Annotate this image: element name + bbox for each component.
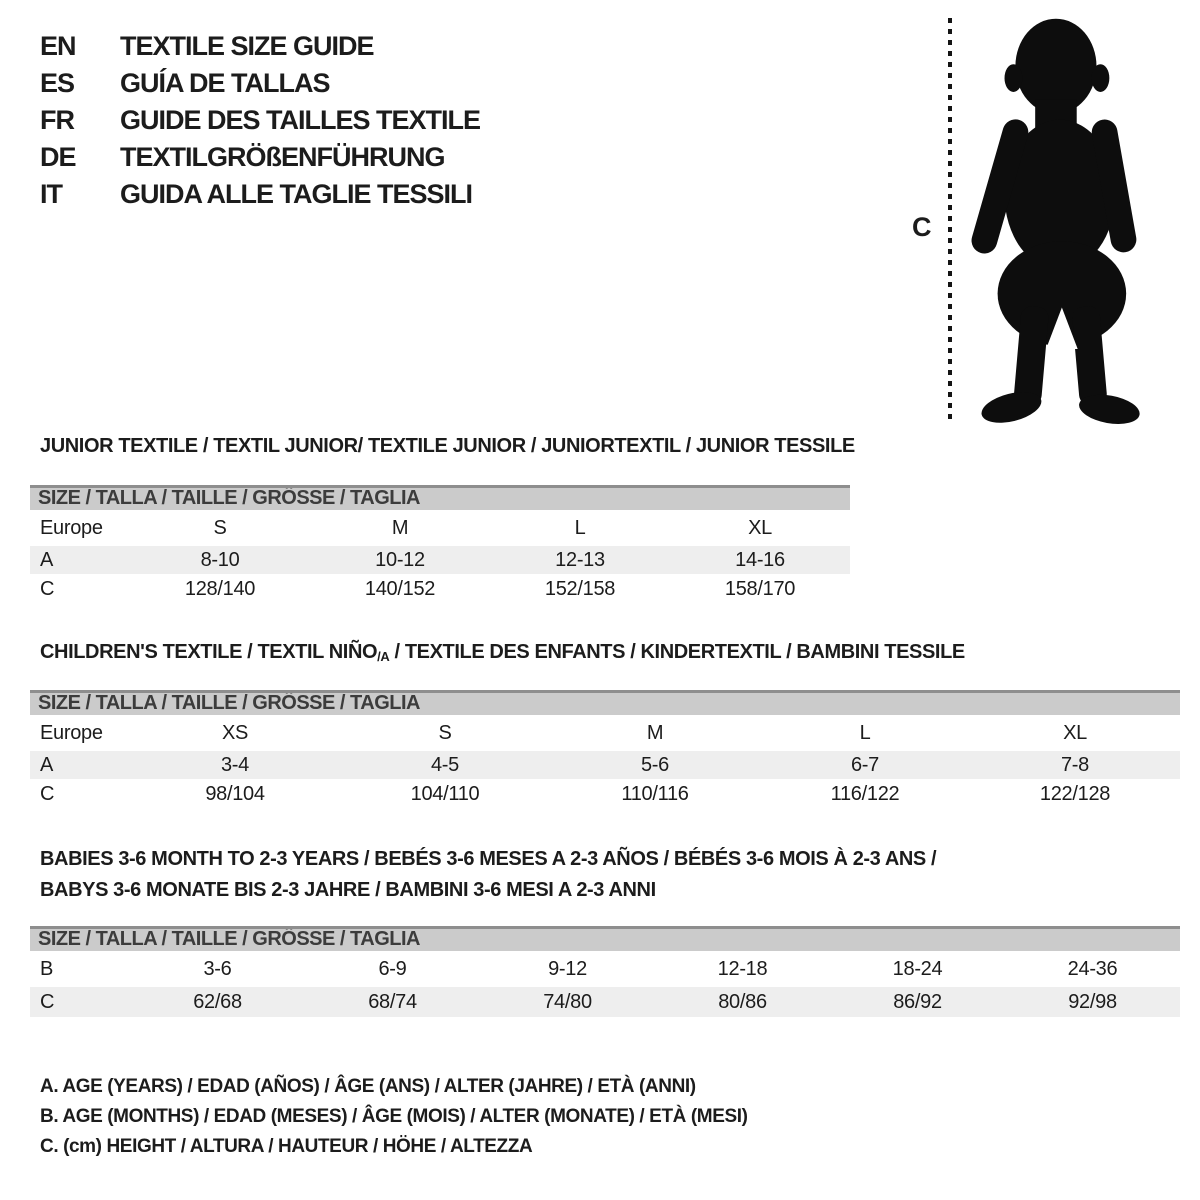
value-cell: 116/122 — [830, 782, 900, 805]
language-code: DE — [40, 142, 76, 172]
row-label: C — [40, 990, 55, 1013]
babies-section-title-line2: BABYS 3-6 MONATE BIS 2-3 JAHRE / BAMBINI 3-6 MESI A 2-3 ANNI — [40, 879, 656, 901]
size-header-bar: SIZE / TALLA / TAILLE / GRÖSSE / TAGLIA — [30, 690, 1180, 715]
row-label: C — [40, 577, 55, 600]
table-row-age — [30, 546, 850, 574]
size-cell: XL — [1063, 721, 1087, 744]
language-title: TEXTILGRÖßENFÜHRUNG — [120, 142, 445, 172]
table-row-height — [30, 987, 1180, 1017]
size-cell: L — [574, 516, 586, 539]
value-cell: 4-5 — [430, 753, 459, 776]
language-row — [40, 139, 480, 176]
value-cell: 74/80 — [543, 990, 592, 1013]
language-title: GUIDE DES TAILLES TEXTILE — [120, 105, 481, 135]
value-cell: 128/140 — [184, 577, 256, 600]
value-cell: 68/74 — [368, 990, 417, 1013]
table-row-height — [30, 574, 850, 604]
language-code: FR — [40, 105, 74, 135]
value-cell: 6-9 — [378, 957, 407, 980]
value-cell: 24-36 — [1067, 957, 1118, 980]
language-row — [40, 28, 480, 65]
row-label: A — [40, 753, 54, 776]
footnote-age-years: A. AGE (YEARS) / EDAD (AÑOS) / ÂGE (ANS) / ALTER (JAHRE) / ETÀ (ANNI) — [40, 1076, 696, 1097]
size-cell: S — [213, 516, 227, 539]
junior-size-table — [30, 485, 850, 604]
value-cell: 104/110 — [410, 782, 480, 805]
babies-size-table — [30, 926, 1180, 1017]
value-cell: 86/92 — [893, 990, 942, 1013]
table-row-height — [30, 779, 1180, 809]
footnote-height-cm: C. (cm) HEIGHT / ALTURA / HAUTEUR / HÖHE / ALTEZZA — [40, 1136, 533, 1157]
children-section-title — [40, 641, 965, 664]
size-cell: M — [391, 516, 409, 539]
row-label: Europe — [40, 721, 103, 744]
size-cell: S — [438, 721, 452, 744]
row-label: A — [40, 548, 54, 571]
size-header-bar: SIZE / TALLA / TAILLE / GRÖSSE / TAGLIA — [30, 485, 850, 510]
language-title: GUIDA ALLE TAGLIE TESSILI — [120, 179, 472, 209]
value-cell: 92/98 — [1068, 990, 1117, 1013]
value-cell: 9-12 — [548, 957, 587, 980]
value-cell: 8-10 — [200, 548, 240, 571]
value-cell: 5-6 — [640, 753, 669, 776]
size-cell: M — [646, 721, 664, 744]
children-title-text: / TEXTILE DES ENFANTS / KINDERTEXTIL / BAMBINI TESSILE — [389, 641, 965, 663]
language-title: TEXTILE SIZE GUIDE — [120, 31, 374, 61]
value-cell: 18-24 — [892, 957, 943, 980]
language-row — [40, 65, 480, 102]
language-title: GUÍA DE TALLAS — [120, 68, 330, 98]
value-cell: 62/68 — [193, 990, 242, 1013]
height-measure-line — [948, 18, 952, 420]
value-cell: 3-4 — [220, 753, 249, 776]
value-cell: 3-6 — [203, 957, 232, 980]
children-title-text: CHILDREN'S TEXTILE / TEXTIL NIÑO — [40, 641, 378, 663]
value-cell: 122/128 — [1039, 782, 1111, 805]
legend-footnotes — [40, 1072, 748, 1162]
toddler-silhouette-image — [962, 14, 1140, 426]
table-row-sizes — [30, 715, 1180, 751]
value-cell: 80/86 — [718, 990, 767, 1013]
table-row-months — [30, 951, 1180, 987]
footnote-age-months: B. AGE (MONTHS) / EDAD (MESES) / ÂGE (MOIS) / ALTER (MONATE) / ETÀ (MESI) — [40, 1106, 748, 1127]
value-cell: 98/104 — [205, 782, 265, 805]
size-header-bar: SIZE / TALLA / TAILLE / GRÖSSE / TAGLIA — [30, 926, 1180, 951]
value-cell: 6-7 — [850, 753, 879, 776]
language-code: EN — [40, 31, 76, 61]
babies-section-title-line1: BABIES 3-6 MONTH TO 2-3 YEARS / BEBÉS 3-6 MESES A 2-3 AÑOS / BÉBÉS 3-6 MOIS À 2-3 ANS / — [40, 848, 937, 870]
value-cell: 158/170 — [724, 577, 796, 600]
language-code: ES — [40, 68, 75, 98]
value-cell: 12-13 — [555, 548, 605, 571]
value-cell: 110/116 — [621, 782, 689, 805]
table-row-sizes — [30, 510, 850, 546]
value-cell: 10-12 — [375, 548, 425, 571]
value-cell: 12-18 — [717, 957, 768, 980]
junior-section-title: JUNIOR TEXTILE / TEXTIL JUNIOR/ TEXTILE JUNIOR / JUNIORTEXTIL / JUNIOR TESSILE — [40, 435, 855, 457]
height-measure-label: C — [912, 212, 931, 242]
row-label: Europe — [40, 516, 103, 539]
size-cell: XS — [221, 721, 249, 744]
value-cell: 14-16 — [735, 548, 785, 571]
language-row — [40, 102, 480, 139]
children-size-table — [30, 690, 1180, 809]
language-code: IT — [40, 179, 62, 209]
value-cell: 140/152 — [364, 577, 436, 600]
language-row — [40, 176, 480, 213]
table-row-age — [30, 751, 1180, 779]
children-title-sub: /A — [377, 649, 390, 664]
value-cell: 152/158 — [544, 577, 616, 600]
size-cell: XL — [748, 516, 772, 539]
size-cell: L — [859, 721, 871, 744]
language-header — [40, 28, 480, 213]
row-label: B — [40, 957, 54, 980]
row-label: C — [40, 782, 55, 805]
value-cell: 7-8 — [1060, 753, 1089, 776]
